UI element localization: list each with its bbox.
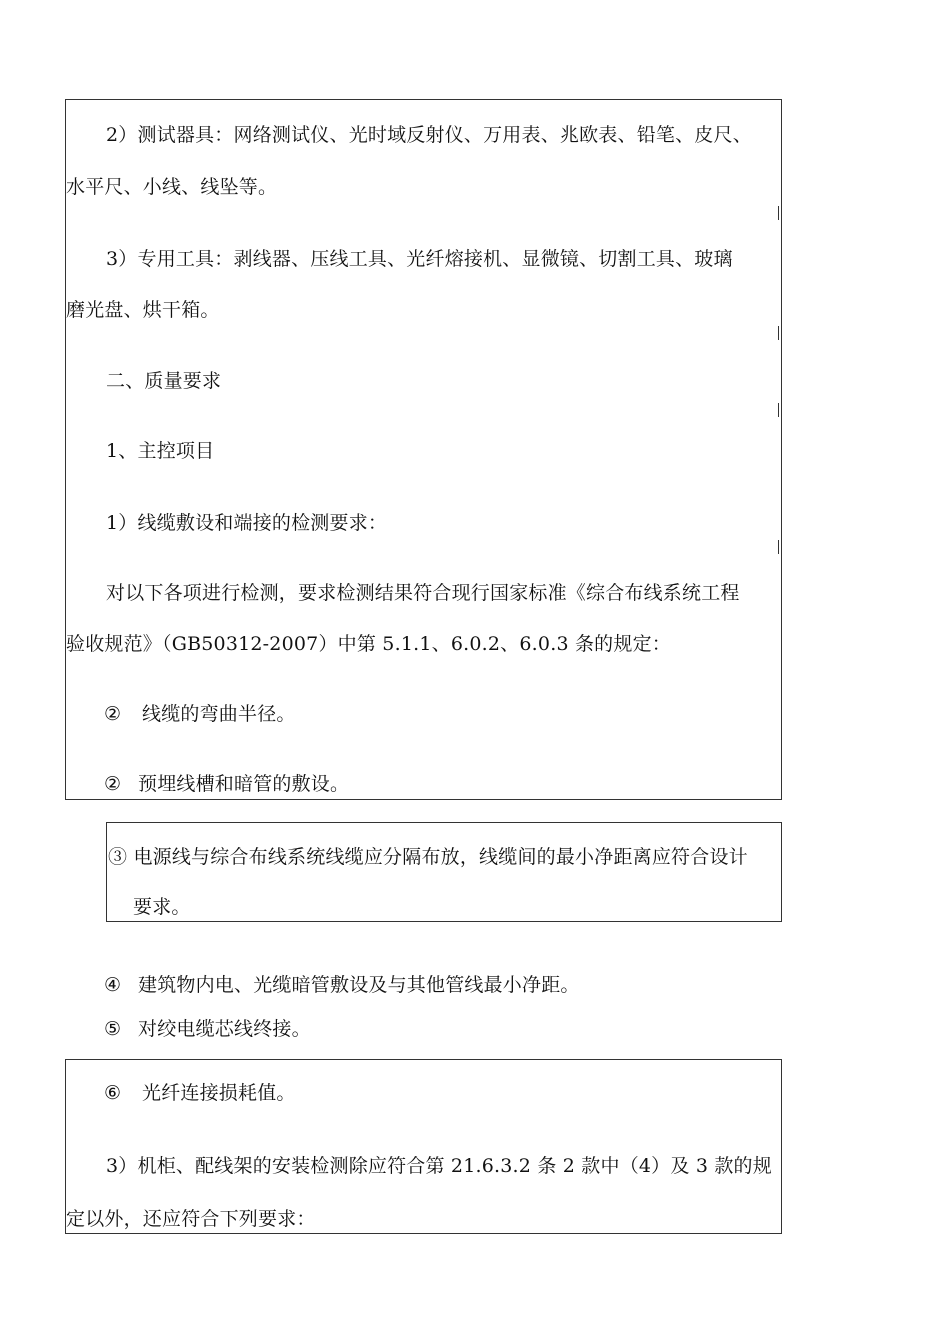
list-marker: ⑥ bbox=[104, 1082, 122, 1104]
tools-test-line-1: 2）测试器具：网络测试仪、光时域反射仪、万用表、兆欧表、铅笔、皮尺、 bbox=[106, 124, 752, 146]
paragraph-line-1: 对以下各项进行检测，要求检测结果符合现行国家标准《综合布线系统工程 bbox=[106, 582, 740, 604]
cabinet-requirement-line-2: 定以外，还应符合下列要求： bbox=[66, 1208, 316, 1230]
tools-special-line-1: 3）专用工具：剥线器、压线工具、光纤熔接机、显微镜、切割工具、玻璃 bbox=[106, 248, 733, 270]
tools-special-line-2: 磨光盘、烘干箱。 bbox=[66, 299, 220, 321]
list-item-bend-radius: 线缆的弯曲半径。 bbox=[142, 703, 296, 725]
list-item-fiber-loss: 光纤连接损耗值。 bbox=[142, 1082, 296, 1104]
frame-tick bbox=[778, 540, 779, 554]
cabinet-requirement-line-1: 3）机柜、配线架的安装检测除应符合第 21.6.3.2 条 2 款中（4）及 3 款的规 bbox=[106, 1155, 772, 1177]
list-item-clearance: 建筑物内电、光缆暗管敷设及与其他管线最小净距。 bbox=[138, 974, 580, 996]
list-item-power-separation-line-1: ③ 电源线与综合布线系统线缆应分隔布放，线缆间的最小净距离应符合设计 bbox=[108, 846, 748, 868]
subsection-heading-main: 1、主控项目 bbox=[106, 440, 215, 462]
list-item-termination: 对绞电缆芯线终接。 bbox=[138, 1018, 311, 1040]
tools-test-line-2: 水平尺、小线、线坠等。 bbox=[66, 176, 278, 198]
list-item-conduit: 预埋线槽和暗管的敷设。 bbox=[138, 773, 350, 795]
list-marker: ② bbox=[104, 773, 122, 795]
frame-tick bbox=[778, 403, 779, 417]
paragraph-line-2: 验收规范》（GB50312-2007）中第 5.1.1、6.0.2、6.0.3 条的规定： bbox=[66, 633, 671, 655]
list-item-power-separation-line-2: 要求。 bbox=[133, 896, 191, 918]
section-heading-quality: 二、质量要求 bbox=[106, 370, 222, 392]
frame-tick bbox=[778, 326, 779, 340]
item-cable-requirements: 1）线缆敷设和端接的检测要求： bbox=[106, 512, 388, 534]
list-marker: ④ bbox=[104, 974, 122, 996]
list-marker: ② bbox=[104, 703, 122, 725]
content-frame-2 bbox=[106, 822, 782, 922]
list-marker: ⑤ bbox=[104, 1018, 122, 1040]
frame-tick bbox=[778, 206, 779, 220]
